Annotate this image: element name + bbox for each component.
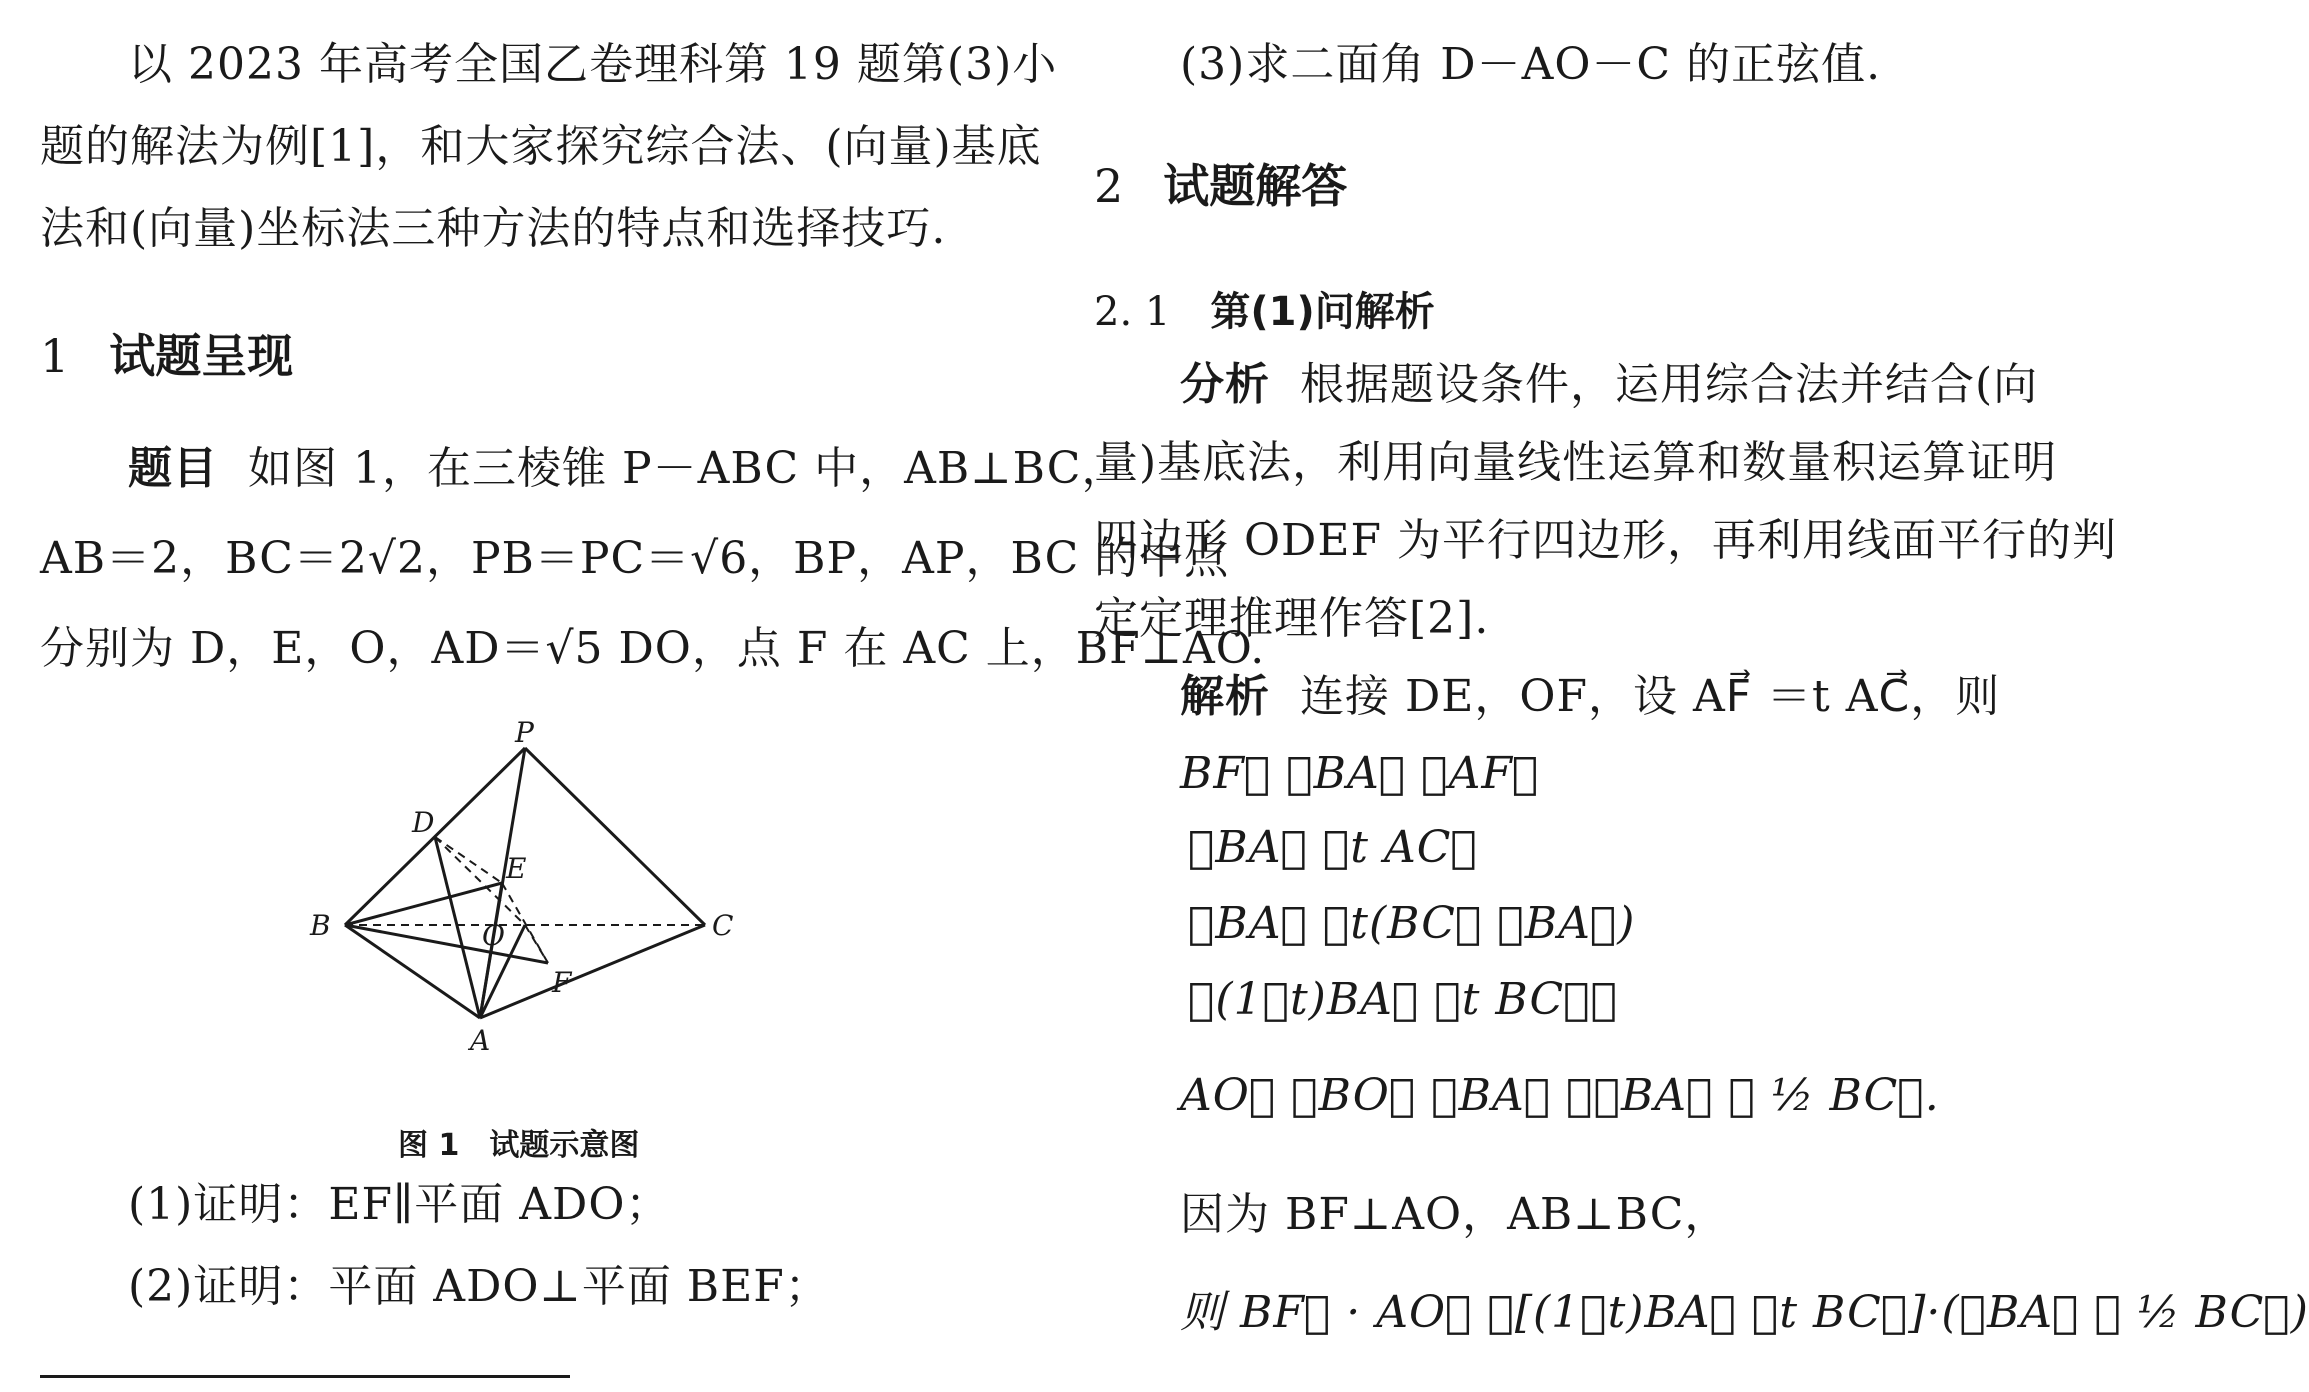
problem-line-3: 分别为 D，E，O，AD＝√5 DO，点 F 在 AC 上，BF⊥AO. [40, 623, 1266, 674]
section-2-number: 2 [1094, 159, 1124, 213]
question-2: (2)证明：平面 ADO⊥平面 BEF； [128, 1261, 830, 1312]
solution-text-1: 连接 DE，OF，设 AF⃗ ＝t AC⃗，则 [1300, 671, 2001, 722]
problem-keyword: 题目 [128, 443, 218, 494]
section-2-heading [1094, 150, 1347, 216]
label-P: P [515, 716, 534, 749]
question-3: (3)求二面角 D－AO－C 的正弦值. [1180, 39, 1882, 90]
segment-EB [345, 883, 502, 925]
equation-1: BF⃗ ＝BA⃗ ＋AF⃗ [1180, 748, 1540, 799]
label-E: E [506, 852, 527, 885]
edge-PC [525, 748, 705, 925]
figure-caption [398, 1120, 639, 1164]
subsection-2-1-number: 2. 1 [1094, 289, 1171, 335]
edge-AC [480, 925, 705, 1018]
analysis-line-4: 定定理推理作答[2]. [1094, 593, 1490, 644]
label-O: O [482, 919, 505, 952]
problem-text-1: 如图 1，在三棱锥 P－ABC 中，AB⊥BC， [248, 443, 1127, 494]
analysis-text-1: 根据题设条件，运用综合法并结合(向 [1300, 359, 2039, 410]
analysis-keyword: 分析 [1180, 359, 1270, 410]
label-D: D [412, 806, 435, 839]
intro-line-2: 题的解法为例[1]，和大家探究综合法、(向量)基底 [40, 121, 1042, 172]
tetrahedron-figure [290, 710, 750, 1070]
intro-line-1: 以 2023 年高考全国乙卷理科第 19 题第(3)小 [128, 39, 1058, 90]
section-1-title: 试题呈现 [109, 329, 294, 383]
right-column [1080, 0, 2309, 1392]
analysis-line-3: 四边形 ODEF 为平行四边形，再利用线面平行的判 [1094, 515, 2117, 566]
figure-caption-number: 图 1 [398, 1128, 460, 1163]
equation-7: 则 BF⃗ · AO⃗ ＝[(1－t)BA⃗ ＋t BC⃗]·(－BA⃗ ＋ ½ BC⃗) [1180, 1287, 2309, 1338]
intro-line-3: 法和(向量)坐标法三种方法的特点和选择技巧. [40, 203, 947, 254]
label-F: F [552, 966, 572, 999]
label-C: C [712, 909, 734, 942]
equation-4: ＝(1－t)BA⃗ ＋t BC⃗， [1188, 974, 1619, 1025]
equation-5: AO⃗ ＝BO⃗ －BA⃗ ＝－BA⃗ ＋ ½ BC⃗. [1180, 1070, 1940, 1121]
equation-6: 因为 BF⊥AO，AB⊥BC， [1180, 1189, 1730, 1240]
figure-caption-text: 试题示意图 [489, 1128, 640, 1163]
subsection-2-1-heading [1094, 280, 1435, 337]
subsection-2-1-title: 第(1)问解析 [1210, 289, 1435, 335]
problem-line-1 [40, 424, 1126, 514]
segment-BF [345, 925, 548, 963]
label-A: A [470, 1024, 491, 1057]
section-1-heading [40, 320, 293, 386]
analysis-line-1 [1180, 340, 2038, 430]
footnote-rule [40, 1375, 570, 1378]
question-1: (1)证明：EF∥平面 ADO； [128, 1179, 671, 1230]
analysis-line-2: 量)基底法，利用向量线性运算和数量积运算证明 [1094, 437, 2058, 488]
section-2-title: 试题解答 [1163, 159, 1348, 213]
solution-line-1 [1180, 652, 2000, 742]
equation-3: ＝BA⃗ ＋t(BC⃗ －BA⃗) [1188, 898, 1636, 949]
section-1-number: 1 [40, 329, 70, 383]
equation-2: ＝BA⃗ ＋t AC⃗ [1188, 822, 1478, 873]
label-B: B [310, 909, 331, 942]
problem-line-2: AB＝2，BC＝2√2，PB＝PC＝√6，BP，AP，BC 的中点 [40, 533, 1230, 584]
solution-keyword: 解析 [1180, 671, 1270, 722]
